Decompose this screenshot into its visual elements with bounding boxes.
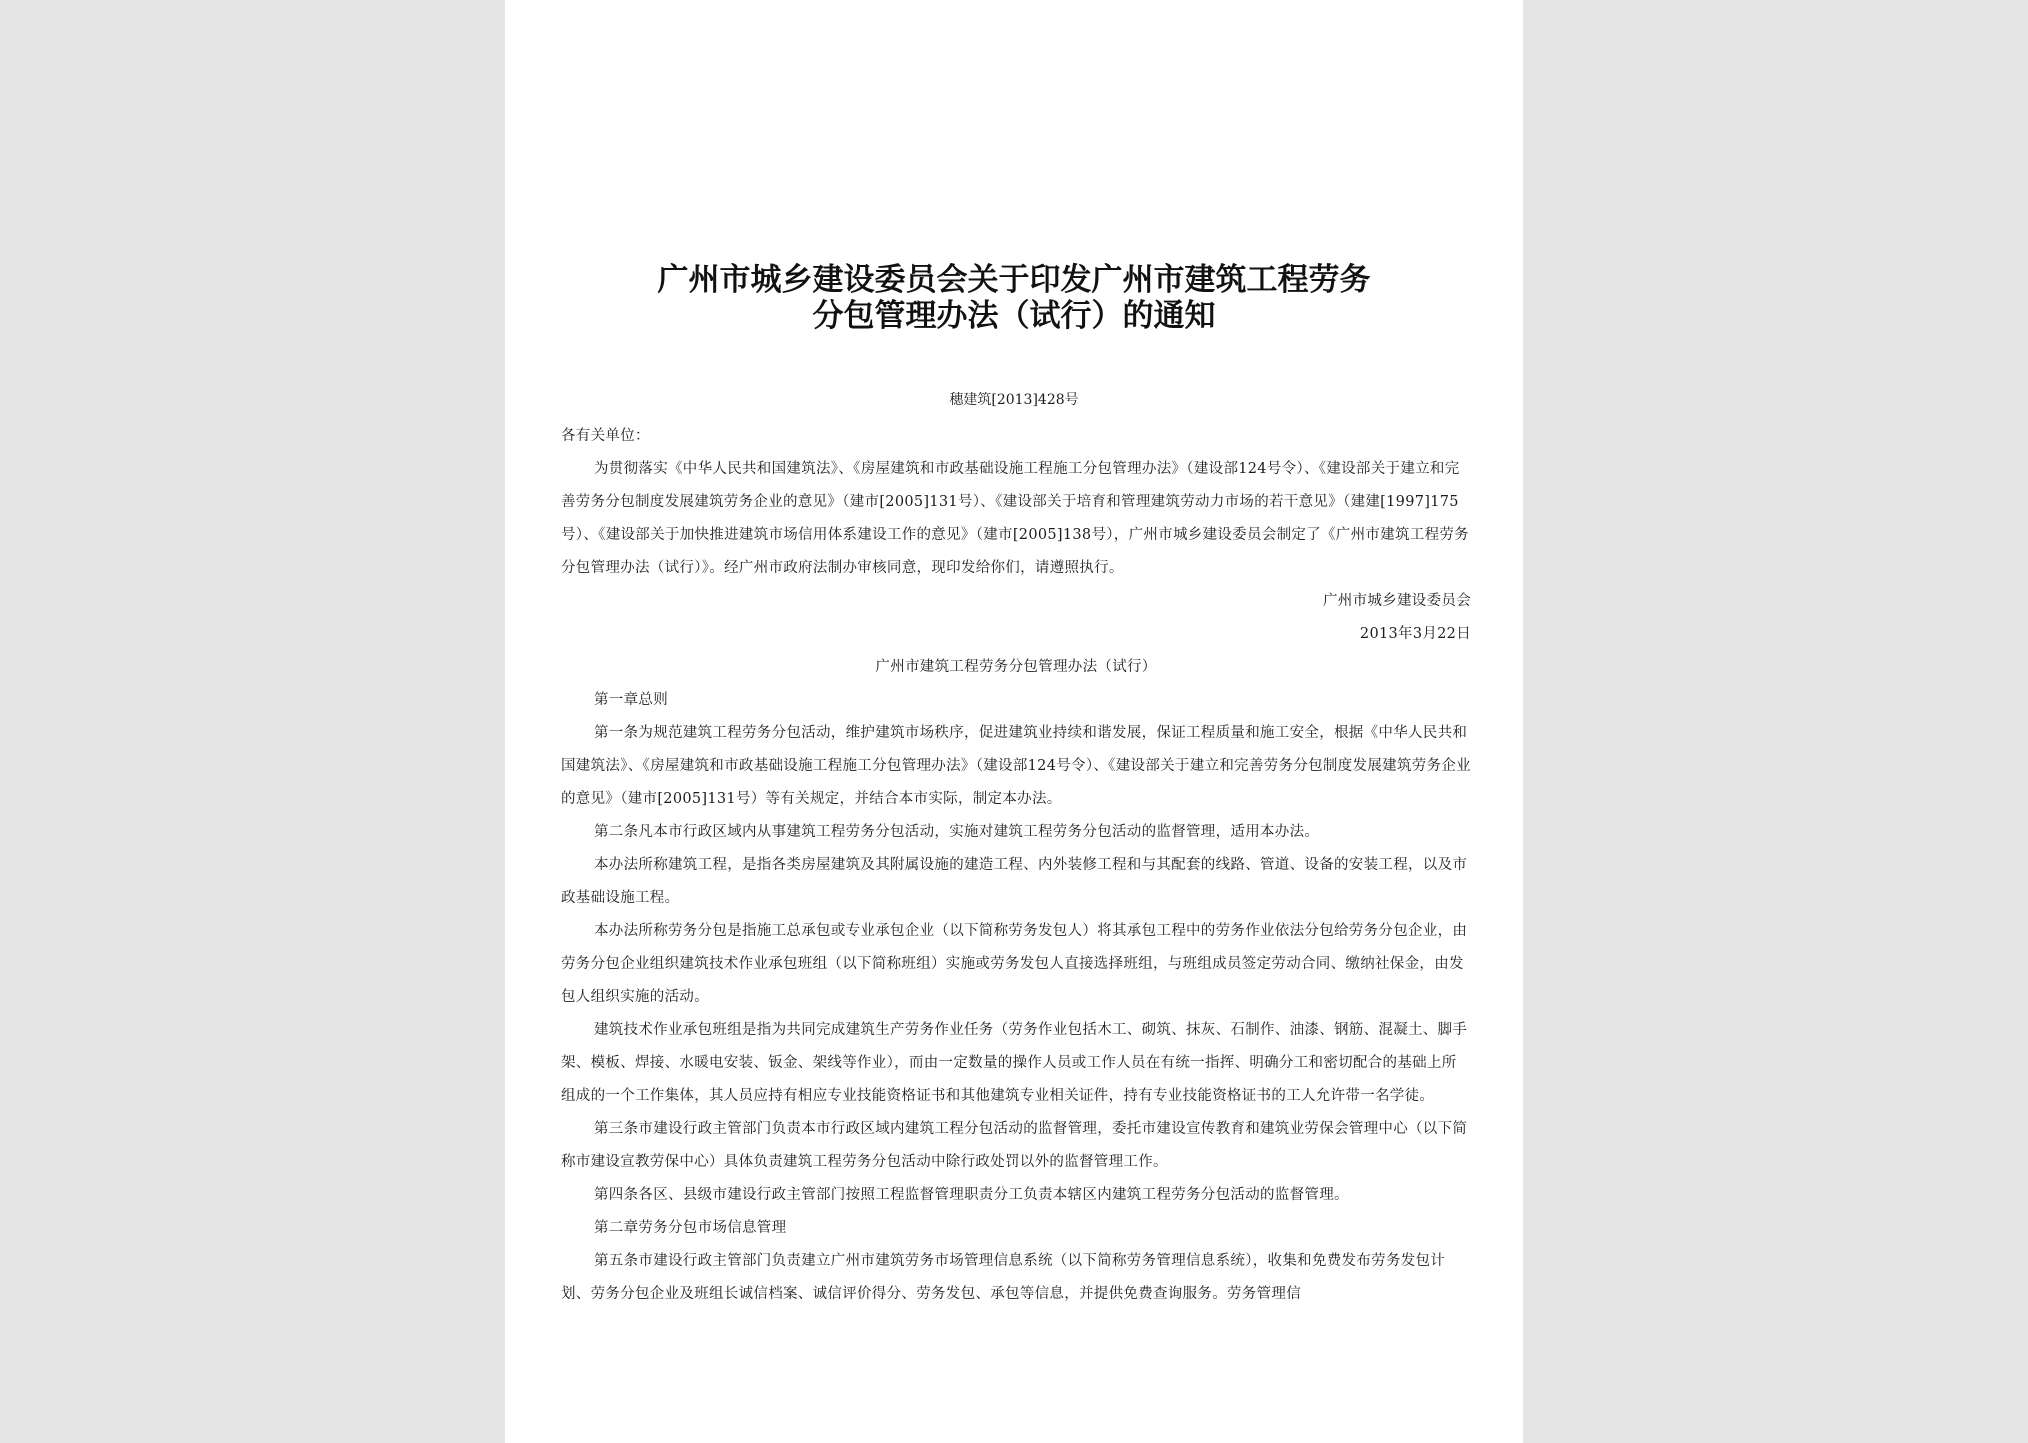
- salutation: 各有关单位：: [561, 428, 650, 444]
- article-1: 第一条为规范建筑工程劳务分包活动，维护建筑市场秩序，促进建筑业持续和谐发展，保证工程质量和施工安全，根据《中华人民共和国建筑法》、《房屋建筑和市政基础设施工程施工分包管理办法》（建设部124号令）、《建设部关于建立和完善劳务分包制度发展建筑劳务企业的意见》（建市[2005]131号）等有关规定，并结合本市实际，制定本办法。: [561, 725, 1471, 807]
- document-body: [561, 420, 1471, 1311]
- intro-paragraph: 为贯彻落实《中华人民共和国建筑法》、《房屋建筑和市政基础设施工程施工分包管理办法》（建设部124号令）、《建设部关于建立和完善劳务分包制度发展建筑劳务企业的意见》（建市[2005]131号）、《建设部关于培育和管理建筑劳动力市场的若干意见》（建建[1997]175号）、《建设部关于加快推进建筑市场信用体系建设工作的意见》（建市[2005]138号），广州市城乡建设委员会制定了《广州市建筑工程劳务分包管理办法（试行）》。经广州市政府法制办审核同意，现印发给你们，请遵照执行。: [561, 461, 1469, 576]
- paragraph-labor-subcontract-definition: 本办法所称劳务分包是指施工总承包或专业承包企业（以下简称劳务发包人）将其承包工程中的劳务作业依法分包给劳务分包企业，由劳务分包企业组织建筑技术作业承包班组（以下简称班组）实施或劳务发包人直接选择班组，与班组成员签定劳动合同、缴纳社保金，由发包人组织实施的活动。: [561, 923, 1468, 1005]
- document-number: 穗建筑[2013]428号: [949, 392, 1079, 408]
- document-title: [505, 262, 1523, 334]
- article-2: 第二条凡本市行政区域内从事建筑工程劳务分包活动，实施对建筑工程劳务分包活动的监督管理，适用本办法。: [594, 824, 1320, 840]
- issuer: 广州市城乡建设委员会: [1323, 593, 1471, 609]
- article-4: 第四条各区、县级市建设行政主管部门按照工程监督管理职责分工负责本辖区内建筑工程劳务分包活动的监督管理。: [594, 1187, 1349, 1203]
- document-page: [505, 0, 1523, 1443]
- title-line-2: 分包管理办法（试行）的通知: [812, 298, 1216, 334]
- paragraph-construction-definition: 本办法所称建筑工程，是指各类房屋建筑及其附属设施的建造工程、内外装修工程和与其配套的线路、管道、设备的安装工程，以及市政基础设施工程。: [561, 857, 1468, 906]
- article-5: 第五条市建设行政主管部门负责建立广州市建筑劳务市场管理信息系统（以下简称劳务管理信息系统），收集和免费发布劳务发包计划、劳务分包企业及班组长诚信档案、诚信评价得分、劳务发包、承包等信息，并提供免费查询服务。劳务管理信: [561, 1253, 1446, 1302]
- title-line-1: 广州市城乡建设委员会关于印发广州市建筑工程劳务: [657, 262, 1371, 298]
- chapter-heading-1: 第一章总则: [594, 692, 668, 708]
- issue-date: 2013年3月22日: [1359, 626, 1471, 642]
- paragraph-team-definition: 建筑技术作业承包班组是指为共同完成建筑生产劳务作业任务（劳务作业包括木工、砌筑、抹灰、石制作、油漆、钢筋、混凝土、脚手架、模板、焊接、水暖电安装、钣金、架线等作业），而由一定数量的操作人员或工作人员在有统一指挥、明确分工和密切配合的基础上所组成的一个工作集体，其人员应持有相应专业技能资格证书和其他建筑专业相关证件，持有专业技能资格证书的工人允许带一名学徒。: [561, 1022, 1468, 1104]
- sub-title: 广州市建筑工程劳务分包管理办法（试行）: [875, 659, 1157, 675]
- article-3: 第三条市建设行政主管部门负责本市行政区域内建筑工程分包活动的监督管理，委托市建设宣传教育和建筑业劳保会管理中心（以下简称市建设宣教劳保中心）具体负责建筑工程劳务分包活动中除行政处罚以外的监督管理工作。: [561, 1121, 1468, 1170]
- chapter-heading-2: 第二章劳务分包市场信息管理: [594, 1220, 787, 1236]
